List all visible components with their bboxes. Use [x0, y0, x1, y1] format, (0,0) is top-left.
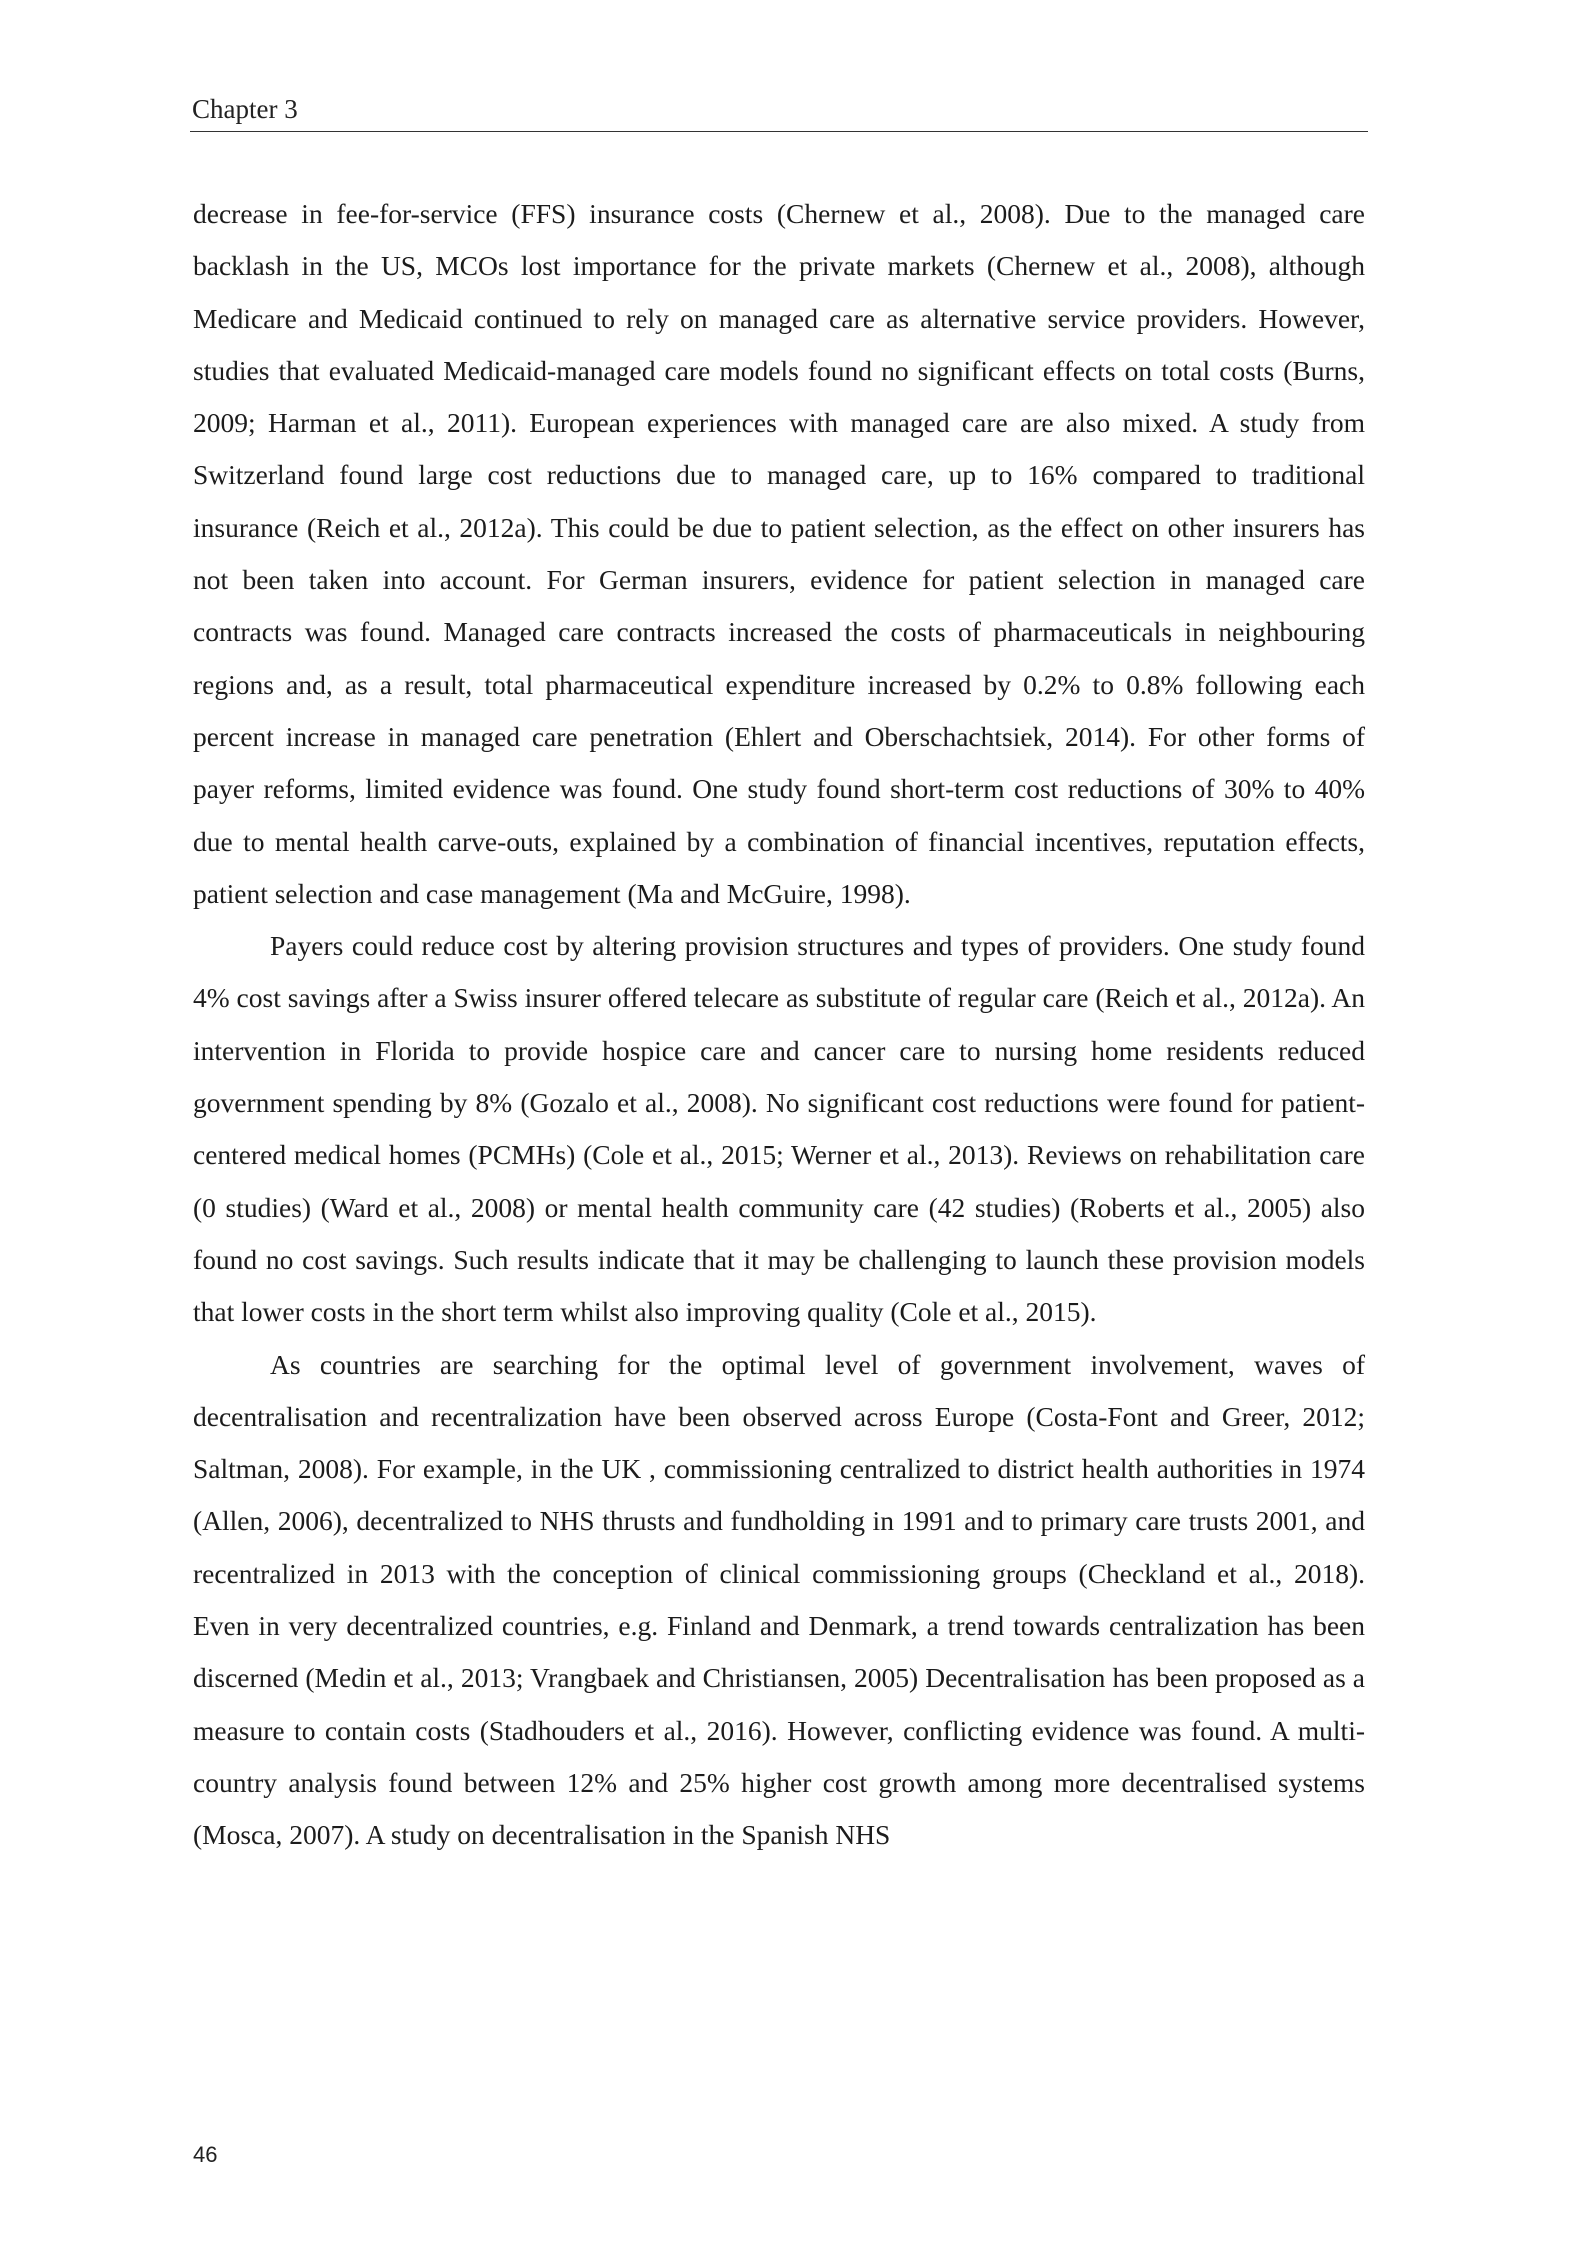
paragraph-decentralisation: As countries are searching for the optimal level of government involvement, waves of decentralisation and recentralization have been observed across Europe (Costa-Font and Greer, 2012; Saltman, 2008). For example, in the UK , commissioning centralized to district health authorities in 1974 (Allen, 2006), decentralized to NHS thrusts and fundholding in 1991 and to primary care trusts 2001, and recentralized in 2013 with the conception of clinical commissioning groups (Checkland et al., 2018). Even in very decentralized countries, e.g. Finland and Denmark, a trend towards centralization has been discerned (Medin et al., 2013; Vrangbaek and Christiansen, 2005) Decentralisation has been proposed as a measure to contain costs (Stadhouders et al., 2016). However, conflicting evidence was found. A multi-country analysis found between 12% and 25% higher cost growth among more decentralised systems (Mosca, 2007). A study on decentralisation in the Spanish NHS [193, 1348, 1365, 1851]
paragraph-managed-care: decrease in fee-for-service (FFS) insurance costs (Chernew et al., 2008). Due to the managed care backlash in the US, MCOs lost importance for the private markets (Chernew et al., 2008), although Medicare and Medicaid continued to rely on managed care as alternative service providers. However, studies that evaluated Medicaid-managed care models found no significant effects on total costs (Burns, 2009; Harman et al., 2011). European experiences with managed care are also mixed. A study from Switzerland found large cost reductions due to managed care, up to 16% compared to traditional insurance (Reich et al., 2012a). This could be due to patient selection, as the effect on other insurers has not been taken into account. For German insurers, evidence for patient selection in managed care contracts was found. Managed care contracts increased the costs of pharmaceuticals in neighbouring regions and, as a result, total pharmaceutical expenditure increased by 0.2% to 0.8% following each percent increase in managed care penetration (Ehlert and Oberschachtsiek, 2014). For other forms of payer reforms, limited evidence was found. One study found short-term cost reductions of 30% to 40% due to mental health carve-outs, explained by a combination of financial incentives, reputation effects, patient selection and case management (Ma and McGuire, 1998). [193, 198, 1365, 909]
chapter-label: Chapter 3 [192, 94, 298, 124]
page-number: 46 [193, 2142, 218, 2167]
running-header [190, 92, 1368, 132]
paragraph-provision-structures: Payers could reduce cost by altering provision structures and types of providers. One study found 4% cost savings after a Swiss insurer offered telecare as substitute of regular care (Reich et al., 2012a). An intervention in Florida to provide hospice care and cancer care to nursing home residents reduced government spending by 8% (Gozalo et al., 2008). No significant cost reductions were found for patient-centered medical homes (PCMHs) (Cole et al., 2015; Werner et al., 2013). Reviews on rehabilitation care (0 studies) (Ward et al., 2008) or mental health community care (42 studies) (Roberts et al., 2005) also found no cost savings. Such results indicate that it may be challenging to launch these provision models that lower costs in the short term whilst also improving quality (Cole et al., 2015). [193, 930, 1365, 1328]
body-text [193, 188, 1365, 1862]
